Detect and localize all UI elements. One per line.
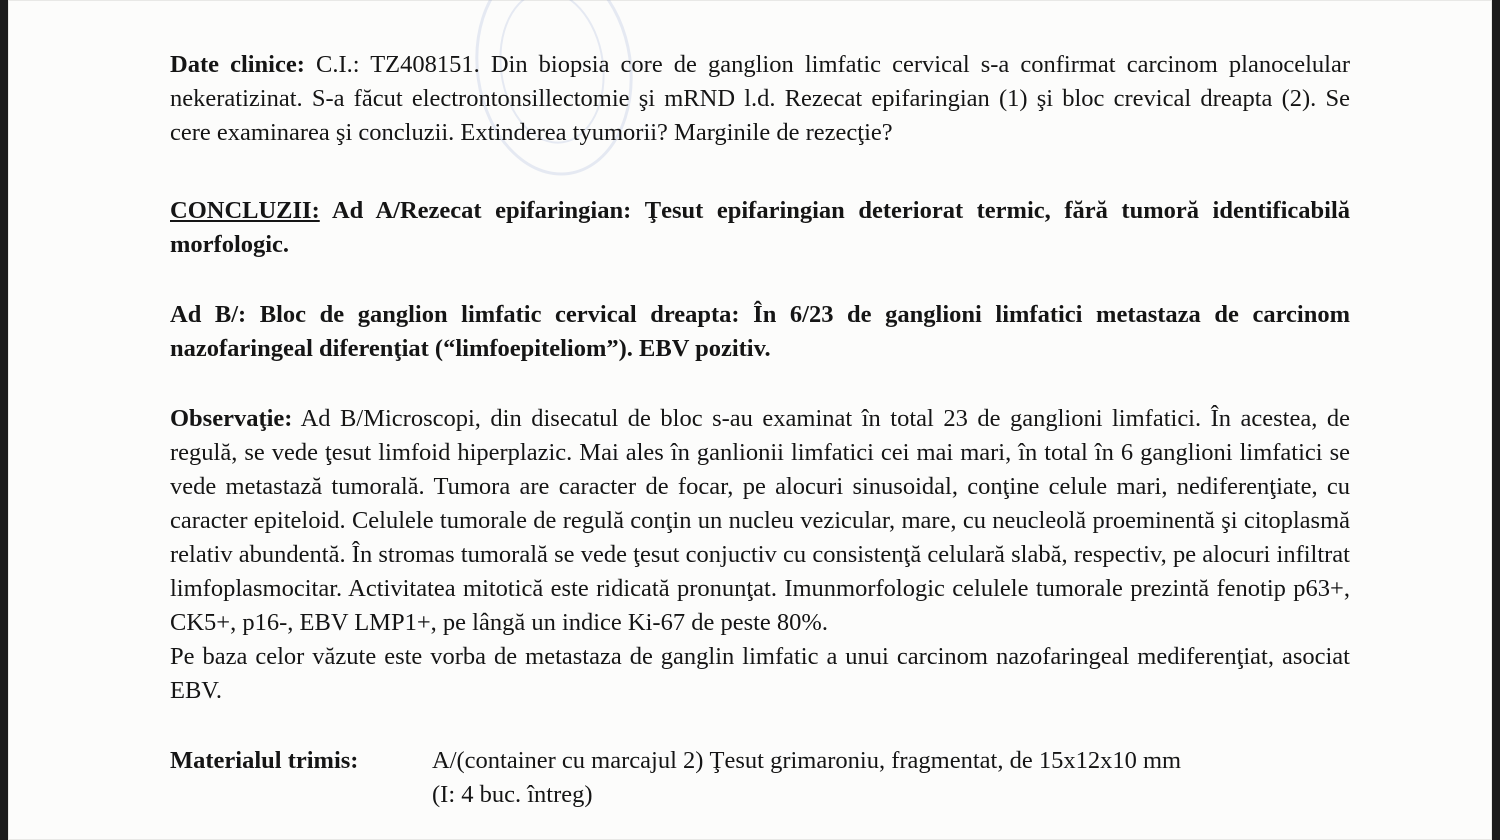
- observation-text: Ad B/Microscopi, din disecatul de bloc s-au examinat în total 23 de ganglioni limfatici. În acestea, de regulă, se vede ţesut limfoid hiperplazic. Mai ales în ganlionii limfatici cei mai mari, în total în 6 ganglioni limfatici se vede metastază tumorală. Tumora are caracter de focar, pe alocuri sinusoidal, conţine celule mari, nediferenţiate, cu caracter epiteloid. Celulele tumorale de regulă conţin un nucleu vezicular, mare, cu neucleolă proeminentă şi citoplasmă relativ abundentă. În stromas tumorală se vede ţesut conjuctiv cu consistenţă celulară slabă, respectiv, pe alocuri infiltrat limfoplasmocitar. Activitatea mitotică este ridicată pronunţat. Imunmorfologic celulele tumorale prezintă fenotip p63+, CK5+, p16-, EBV LMP1+, pe lângă un indice Ki-67 de peste 80%.: [170, 405, 1350, 636]
- clinical-data-paragraph: [170, 48, 1350, 150]
- material-line-1: A/(container cu marcajul 2) Ţesut grimaroniu, fragmentat, de 15x12x10 mm: [432, 747, 1182, 774]
- conclusion-a-paragraph: [170, 194, 1350, 262]
- clinical-data-text: C.I.: TZ408151. Din biopsia core de ganglion limfatic cervical s-a confirmat carcinom planocelular nekeratizinat. S-a făcut electrontonsillectomie şi mRND l.d. Rezecat epifaringian (1) şi bloc crevical dreapta (2). Se cere examinarea şi concluzii. Extinderea tyumorii? Marginile de rezecţie?: [170, 51, 1351, 146]
- observation-conclusion: Pe baza celor văzute este vorba de metastaza de ganglin limfatic a unui carcinom nazofaringeal mediferenţiat, asociat EBV.: [170, 643, 1350, 704]
- clinical-data-label: Date clinice:: [170, 51, 305, 78]
- material-section: [170, 744, 1350, 812]
- conclusion-b-text: Ad B/: Bloc de ganglion limfatic cervical dreapta: În 6/23 de ganglioni limfatici metastaza de carcinom nazofaringeal diferenţiat (“limfoepiteliom”). EBV pozitiv.: [170, 301, 1350, 362]
- conclusion-b-paragraph: [170, 298, 1350, 366]
- document-page: [8, 0, 1492, 840]
- material-line-2: (I: 4 buc. întreg): [432, 781, 593, 808]
- observation-label: Observaţie:: [170, 405, 293, 432]
- material-label: Materialul trimis:: [170, 747, 359, 774]
- conclusion-a-text: Ad A/Rezecat epifaringian: Ţesut epifaringian deteriorat termic, fără tumoră identificabilă morfologic.: [170, 197, 1350, 258]
- observation-paragraph: [170, 402, 1350, 640]
- report-content: [170, 48, 1350, 812]
- conclusions-label: CONCLUZII:: [170, 197, 320, 224]
- material-value: [432, 744, 1350, 812]
